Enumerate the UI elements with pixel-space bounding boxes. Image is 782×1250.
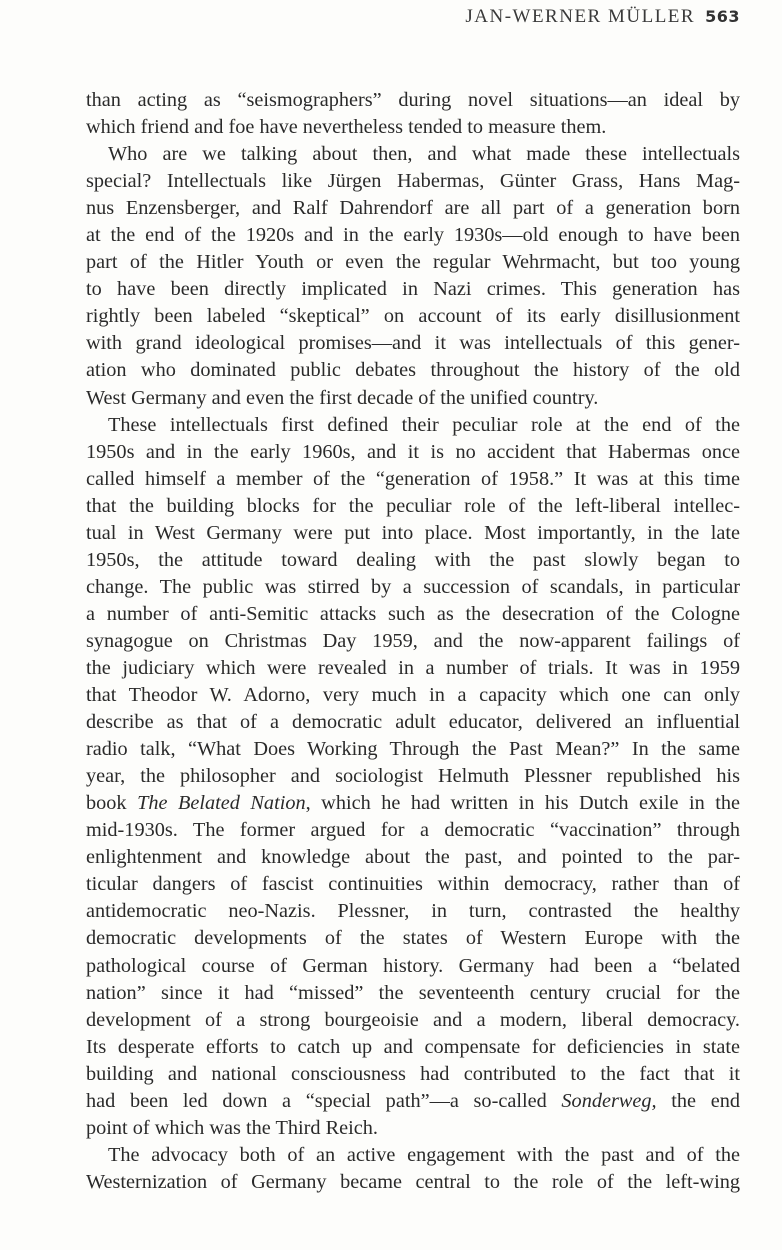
text-line — [86, 980, 740, 1007]
text-segment: mid-1930s. The former argued for a democratic “vaccination” through — [86, 819, 740, 842]
text-segment: These intellectuals first defined their peculiar role at the end of the — [108, 413, 740, 436]
text-line — [86, 1007, 740, 1034]
text-line — [86, 222, 740, 249]
text-segment: to have been directly implicated in Nazi crimes. This generation has — [86, 278, 740, 301]
text-line — [86, 601, 740, 628]
italic-text: Sonderweg, — [561, 1089, 657, 1112]
text-segment: the judiciary which were revealed in a number of trials. It was in 1959 — [86, 656, 740, 679]
text-segment: at the end of the 1920s and in the early 1930s—old enough to have been — [86, 224, 740, 247]
text-segment: change. The public was stirred by a succession of scandals, in particular — [86, 575, 740, 598]
text-segment: antidemocratic neo-Nazis. Plessner, in turn, contrasted the healthy — [86, 900, 740, 923]
text-segment: with grand ideological promises—and it was intellectuals of this gener- — [86, 332, 740, 355]
text-line — [86, 276, 740, 303]
text-line — [86, 303, 740, 330]
text-line — [86, 141, 740, 168]
text-segment: Westernization of Germany became central to the role of the left-wing — [86, 1170, 740, 1193]
text-segment: democratic developments of the states of Western Europe with the — [86, 927, 740, 950]
text-line — [86, 709, 740, 736]
text-line — [86, 466, 740, 493]
running-head-author: JAN-WERNER MÜLLER — [465, 6, 696, 27]
text-segment: called himself a member of the “generation of 1958.” It was at this time — [86, 467, 740, 490]
text-line — [86, 1034, 740, 1061]
text-segment: describe as that of a democratic adult educator, delivered an influential — [86, 711, 740, 734]
text-segment: a number of anti-Semitic attacks such as the desecration of the Cologne — [86, 602, 740, 625]
text-segment: West Germany and even the first decade of the unified country. — [86, 386, 599, 409]
text-line — [86, 493, 740, 520]
text-segment: year, the philosopher and sociologist Helmuth Plessner republished his — [86, 765, 740, 788]
text-line — [86, 574, 740, 601]
text-segment: had been led down a “special path”—a so-called — [86, 1089, 562, 1112]
text-segment: development of a strong bourgeoisie and a modern, liberal democracy. — [86, 1008, 740, 1031]
text-line — [86, 817, 740, 844]
text-line — [86, 1061, 740, 1088]
text-segment: enlightenment and knowledge about the past, and pointed to the par- — [86, 846, 740, 869]
text-segment: Who are we talking about then, and what made these intellectuals — [108, 143, 740, 166]
text-line — [86, 412, 740, 439]
text-segment: nation” since it had “missed” the seventeenth century crucial for the — [86, 981, 740, 1004]
text-segment: ticular dangers of fascist continuities within democracy, rather than of — [86, 873, 740, 896]
text-line — [86, 655, 740, 682]
text-line — [86, 168, 740, 195]
text-line — [86, 1088, 740, 1115]
text-segment: building and national consciousness had contributed to the fact that it — [86, 1062, 740, 1085]
running-header — [465, 6, 740, 28]
text-segment: that the building blocks for the peculiar role of the left-liberal intellec- — [86, 494, 740, 517]
text-line — [86, 628, 740, 655]
text-segment: Its desperate efforts to catch up and compensate for deficiencies in state — [86, 1035, 740, 1058]
text-segment: that Theodor W. Adorno, very much in a capacity which one can only — [86, 684, 740, 707]
text-line — [86, 87, 740, 114]
text-segment: synagogue on Christmas Day 1959, and the now-apparent failings of — [86, 629, 740, 652]
text-segment: pathological course of German history. Germany had been a “belated — [86, 954, 740, 977]
text-line — [86, 736, 740, 763]
text-segment: The advocacy both of an active engagement with the past and of the — [108, 1143, 740, 1166]
text-line — [86, 439, 740, 466]
text-line — [86, 763, 740, 790]
text-line — [86, 114, 740, 141]
text-line — [86, 520, 740, 547]
text-segment: part of the Hitler Youth or even the regular Wehrmacht, but too young — [86, 251, 740, 274]
text-line — [86, 330, 740, 357]
text-segment: special? Intellectuals like Jürgen Habermas, Günter Grass, Hans Mag- — [86, 170, 740, 193]
text-segment: nus Enzensberger, and Ralf Dahrendorf are all part of a generation born — [86, 197, 740, 220]
text-line — [86, 953, 740, 980]
text-segment: ation who dominated public debates throughout the history of the old — [86, 359, 740, 382]
text-line — [86, 925, 740, 952]
text-line — [86, 790, 740, 817]
text-line — [86, 385, 740, 412]
text-segment: point of which was the Third Reich. — [86, 1116, 378, 1139]
text-line — [86, 1115, 740, 1142]
text-line — [86, 249, 740, 276]
text-line — [86, 682, 740, 709]
page-number: 563 — [705, 7, 740, 26]
text-line — [86, 195, 740, 222]
text-segment: , which he had written in his Dutch exile in the — [305, 792, 740, 815]
text-line — [86, 357, 740, 384]
text-line — [86, 1169, 740, 1196]
text-segment: tual in West Germany were put into place. Most importantly, in the late — [86, 521, 740, 544]
text-segment: book — [86, 792, 138, 815]
text-segment: than acting as “seismographers” during novel situations—an ideal by — [86, 89, 740, 111]
text-segment: the end — [656, 1089, 740, 1112]
text-line — [86, 898, 740, 925]
text-segment: radio talk, “What Does Working Through the Past Mean?” In the same — [86, 738, 740, 761]
text-line — [86, 844, 740, 871]
text-line — [86, 871, 740, 898]
text-segment: rightly been labeled “skeptical” on account of its early disillusionment — [86, 305, 740, 328]
italic-text: The Belated Nation — [137, 792, 306, 815]
text-segment: which friend and foe have nevertheless tended to measure them. — [86, 116, 607, 139]
body-text — [86, 87, 740, 1196]
text-line — [86, 547, 740, 574]
text-segment: 1950s and in the early 1960s, and it is no accident that Habermas once — [86, 440, 740, 463]
text-line — [86, 1142, 740, 1169]
text-segment: 1950s, the attitude toward dealing with the past slowly began to — [86, 548, 740, 571]
